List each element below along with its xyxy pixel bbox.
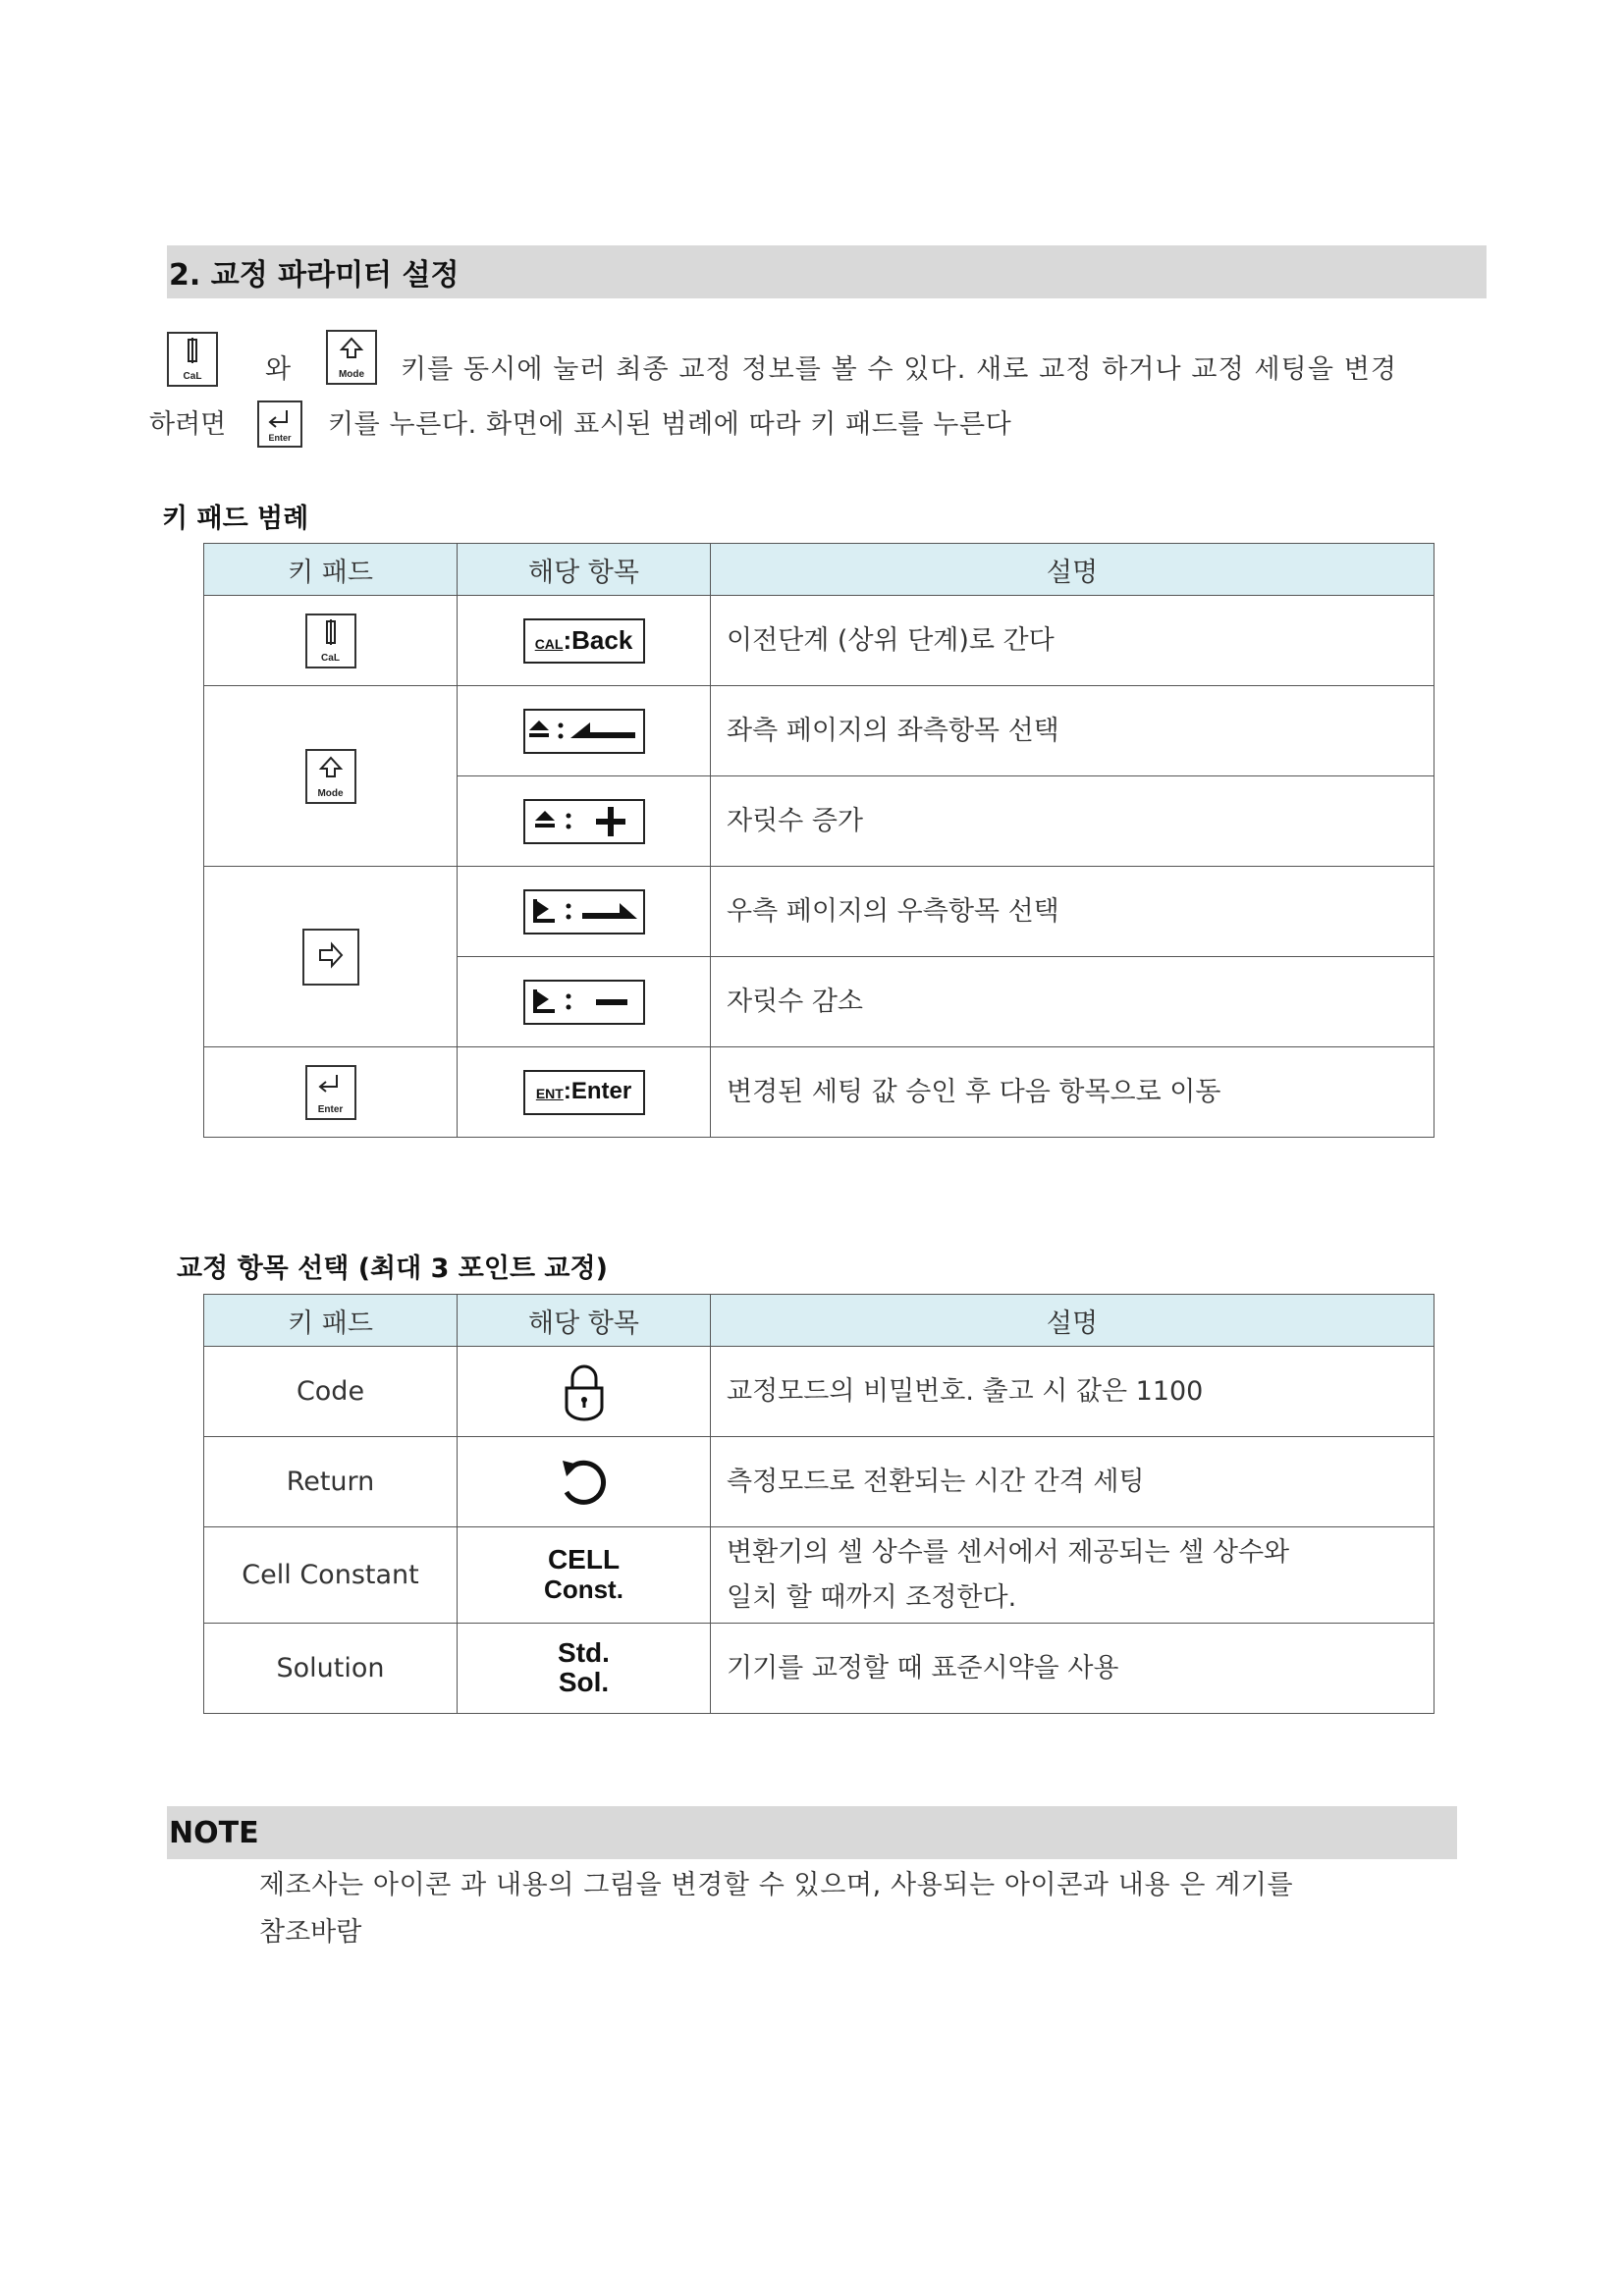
calib-key-cell: Solution	[204, 1624, 458, 1714]
legend-item-cell	[458, 1047, 711, 1138]
intro-text-2a: 하려면	[149, 409, 227, 440]
table-row	[204, 1347, 1435, 1437]
legend-key-cell	[204, 596, 458, 686]
legend-desc-cell: 좌측 페이지의 좌측항목 선택	[711, 686, 1435, 776]
legend-item-cell	[458, 686, 711, 776]
section-title: 2. 교정 파라미터 설정	[169, 258, 460, 293]
mode-key-icon: Mode	[305, 749, 356, 804]
std-sol-icon: Std. Sol.	[558, 1637, 610, 1697]
legend-desc-cell: 변경된 세팅 값 승인 후 다음 항목으로 이동	[711, 1047, 1435, 1138]
legend-key-cell	[204, 686, 458, 867]
cal-key-icon: CaL	[305, 614, 356, 668]
arrow-minus-legend-icon	[523, 980, 645, 1025]
mode-key-icon: Mode	[326, 330, 377, 385]
calib-header-key: 키 패드	[204, 1295, 458, 1347]
calib-desc-cell: 측정모드로 전환되는 시간 간격 세팅	[711, 1437, 1435, 1527]
note-line-2: 참조바람	[259, 1917, 362, 1948]
calib-item-cell	[458, 1347, 711, 1437]
legend-header-row	[204, 544, 1435, 596]
legend-header-desc: 설명	[711, 544, 1435, 596]
calib-header-desc: 설명	[711, 1295, 1435, 1347]
enter-key-icon: Enter	[305, 1065, 356, 1120]
table-row	[204, 1624, 1435, 1714]
table-row	[204, 596, 1435, 686]
mode-left-legend-icon	[523, 709, 645, 754]
legend-desc-cell: 자릿수 감소	[711, 957, 1435, 1047]
cal-key-icon: CaL	[167, 332, 218, 387]
table-row	[204, 686, 1435, 776]
return-icon	[557, 1455, 612, 1510]
calib-table-heading: 교정 항목 선택 (최대 3 포인트 교정)	[177, 1254, 608, 1284]
word-and: 와	[265, 354, 292, 385]
legend-desc-cell: 이전단계 (상위 단계)로 간다	[711, 596, 1435, 686]
calib-header-row	[204, 1295, 1435, 1347]
calib-item-cell	[458, 1624, 711, 1714]
legend-item-cell	[458, 596, 711, 686]
calib-desc-cell: 교정모드의 비밀번호. 출고 시 값은 1100	[711, 1347, 1435, 1437]
intro-line-1	[167, 330, 1492, 389]
calib-table	[203, 1294, 1435, 1714]
table-row	[204, 867, 1435, 957]
enter-key-icon: Enter	[257, 400, 302, 448]
calib-key-cell: Return	[204, 1437, 458, 1527]
intro-line-2	[149, 397, 1327, 452]
calib-key-cell: Cell Constant	[204, 1527, 458, 1624]
table-row	[204, 1047, 1435, 1138]
calib-header-item: 해당 항목	[458, 1295, 711, 1347]
lock-icon	[561, 1362, 608, 1421]
calib-item-cell	[458, 1437, 711, 1527]
legend-desc-cell: 우측 페이지의 우측항목 선택	[711, 867, 1435, 957]
legend-header-item: 해당 항목	[458, 544, 711, 596]
cal-back-legend-icon: CAL:Back	[523, 618, 645, 664]
arrow-right-key-icon	[302, 929, 359, 986]
section-title-bar	[167, 245, 1487, 298]
legend-key-cell	[204, 1047, 458, 1138]
intro-text-1: 키를 동시에 눌러 최종 교정 정보를 볼 수 있다. 새로 교정 하거나 교정 세팅을 변경	[401, 354, 1398, 385]
note-title: NOTE	[169, 1815, 259, 1850]
arrow-right-legend-icon	[523, 889, 645, 934]
legend-item-cell	[458, 867, 711, 957]
calib-desc-cell: 기기를 교정할 때 표준시약을 사용	[711, 1624, 1435, 1714]
table-row	[204, 1527, 1435, 1624]
legend-header-key: 키 패드	[204, 544, 458, 596]
note-title-bar	[167, 1806, 1457, 1859]
legend-table-heading: 키 패드 범례	[162, 504, 309, 534]
legend-item-cell	[458, 957, 711, 1047]
calib-desc-cell: 변환기의 셀 상수를 센서에서 제공되는 셀 상수와 일치 할 때까지 조정한다.	[711, 1527, 1435, 1624]
table-row	[204, 1437, 1435, 1527]
note-line-1: 제조사는 아이콘 과 내용의 그림을 변경할 수 있으며, 사용되는 아이콘과 내용 은 계기를	[259, 1870, 1294, 1900]
legend-key-cell	[204, 867, 458, 1047]
calib-key-cell: Code	[204, 1347, 458, 1437]
cell-const-icon: CELL Const.	[544, 1544, 623, 1604]
mode-plus-legend-icon	[523, 799, 645, 844]
legend-item-cell	[458, 776, 711, 867]
legend-desc-cell: 자릿수 증가	[711, 776, 1435, 867]
legend-table	[203, 543, 1435, 1138]
intro-text-2b: 키를 누른다. 화면에 표시된 범례에 따라 키 패드를 누른다	[328, 409, 1012, 440]
ent-enter-legend-icon: ENT:Enter	[523, 1070, 645, 1115]
note-body	[259, 1862, 1477, 1956]
calib-item-cell	[458, 1527, 711, 1624]
